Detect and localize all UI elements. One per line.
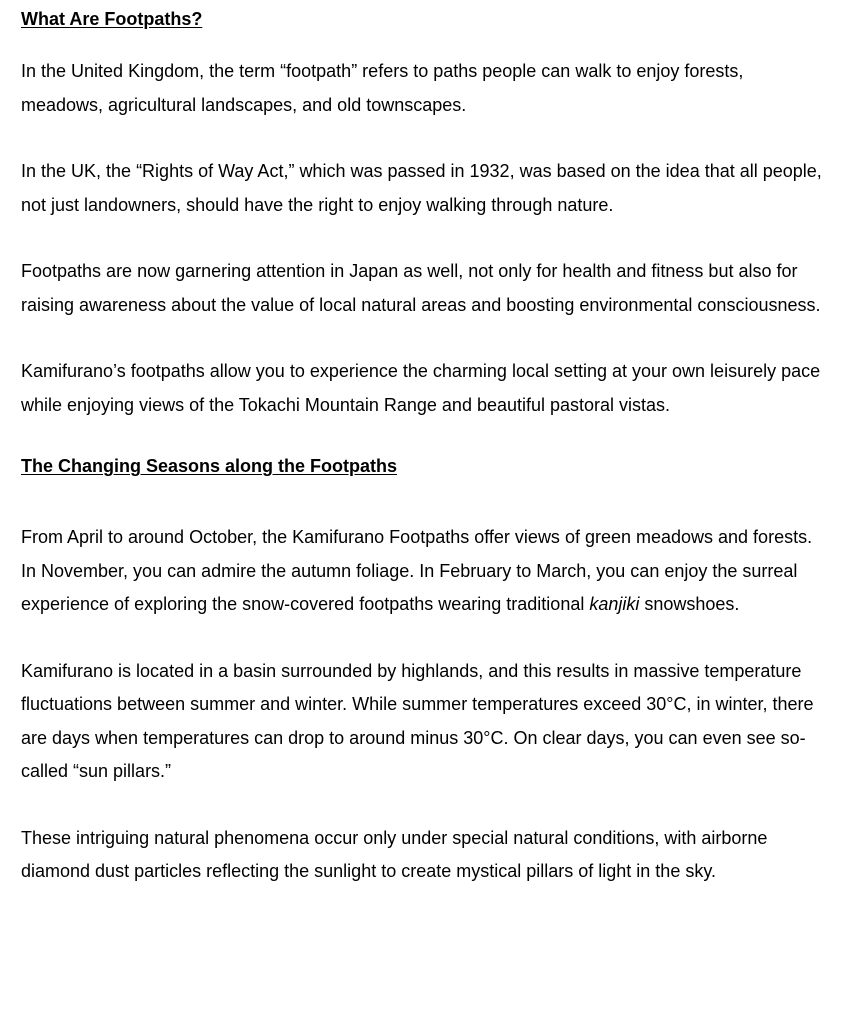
- kanjiki-term: kanjiki: [589, 594, 640, 614]
- paragraph-seasonal-views: [21, 521, 826, 622]
- paragraph-sun-pillars: These intriguing natural phenomena occur only under special natural conditions, with airborne diamond dust particles reflecting the sunlight to create mystical pillars of light in the sky.: [21, 827, 768, 881]
- paragraph-rights-of-way-act: In the UK, the “Rights of Way Act,” which was passed in 1932, was based on the idea that all people, not just landowners, should have the right to enjoy walking through nature.: [21, 161, 822, 215]
- seasonal-views-text-end: snowshoes.: [639, 594, 740, 614]
- paragraph-temperature-fluctuations: Kamifurano is located in a basin surrounded by highlands, and this results in massive temperature fluctuations between summer and winter. While summer temperatures exceed 30°C, in winter, there are days when temperatures can drop to around minus 30°C. On clear days, you can even see so-called “sun pillars.”: [21, 660, 814, 781]
- section-heading-what-are-footpaths: What Are Footpaths?: [21, 9, 203, 29]
- seasonal-views-text: From April to around October, the Kamifurano Footpaths offer views of green meadows and forests. In November, you can admire the autumn foliage. In February to March, you can enjoy the surreal experience of exploring the snow-covered footpaths wearing traditional: [21, 527, 813, 614]
- section-heading-changing-seasons: The Changing Seasons along the Footpaths: [21, 456, 398, 476]
- paragraph-kamifurano-footpaths: Kamifurano’s footpaths allow you to experience the charming local setting at your own leisurely pace while enjoying views of the Tokachi Mountain Range and beautiful pastoral vistas.: [21, 361, 821, 415]
- paragraph-uk-footpath-definition: In the United Kingdom, the term “footpath” refers to paths people can walk to enjoy forests, meadows, agricultural landscapes, and old townscapes.: [21, 61, 744, 115]
- paragraph-footpaths-in-japan: Footpaths are now garnering attention in Japan as well, not only for health and fitness but also for raising awareness about the value of local natural areas and boosting environmental consciousness.: [21, 261, 821, 315]
